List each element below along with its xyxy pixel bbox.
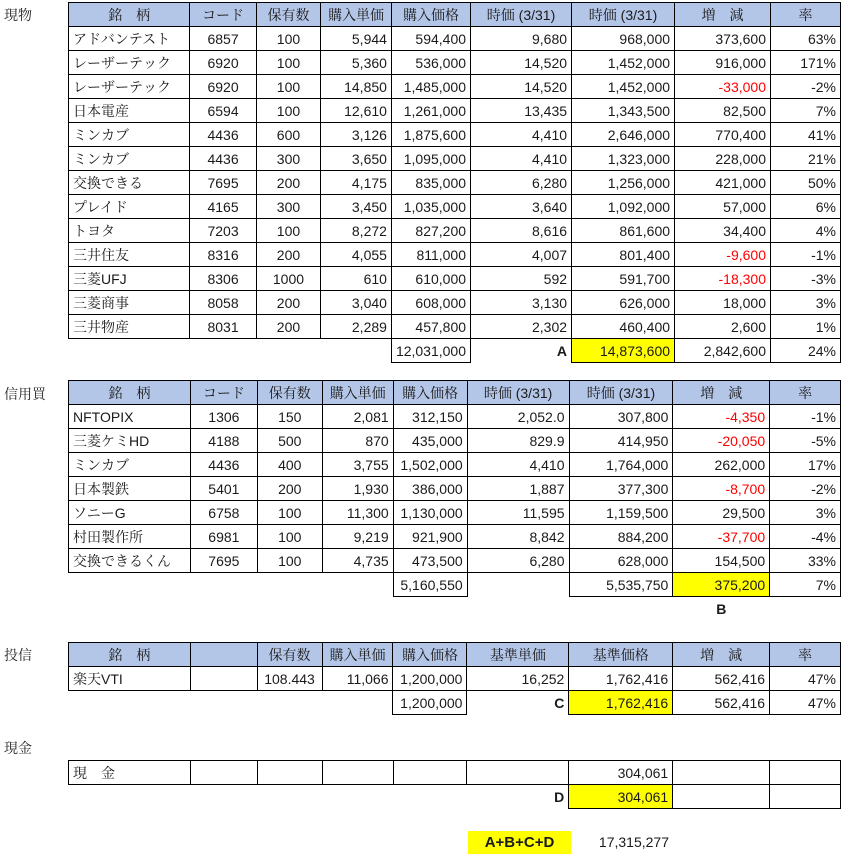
nav-value-cell[interactable]: 1,762,416 bbox=[569, 667, 673, 691]
quantity-cell[interactable]: 100 bbox=[256, 27, 320, 51]
market-value-cell[interactable]: 861,600 bbox=[572, 219, 675, 243]
market-value-cell[interactable]: 460,400 bbox=[572, 315, 675, 339]
market-value-cell[interactable]: 1,323,000 bbox=[572, 147, 675, 171]
code-cell[interactable]: 7695 bbox=[190, 171, 256, 195]
change-cell[interactable]: 57,000 bbox=[675, 195, 771, 219]
stock-name-cell[interactable]: レーザーテック bbox=[69, 75, 190, 99]
spot-holdings-table bbox=[68, 2, 841, 363]
quantity-cell[interactable]: 150 bbox=[257, 405, 322, 429]
unit-price-cell[interactable]: 3,040 bbox=[321, 291, 392, 315]
unit-price-cell[interactable]: 4,735 bbox=[322, 549, 393, 573]
purchase-price-cell[interactable]: 921,900 bbox=[393, 525, 467, 549]
empty-cell bbox=[190, 597, 257, 621]
quantity-cell[interactable]: 1000 bbox=[256, 267, 320, 291]
quantity-cell[interactable]: 100 bbox=[256, 99, 320, 123]
empty-cell bbox=[322, 573, 393, 597]
code-cell[interactable]: 6857 bbox=[190, 27, 256, 51]
marker-a[interactable]: A bbox=[556, 342, 568, 359]
code-cell[interactable]: 4436 bbox=[190, 453, 257, 477]
amount-cell[interactable]: 304,061 bbox=[569, 761, 673, 785]
unit-price-cell[interactable]: 8,272 bbox=[321, 219, 392, 243]
code-cell[interactable]: 6920 bbox=[190, 75, 256, 99]
grand-total-value-cell[interactable]: 17,315,277 bbox=[598, 834, 669, 850]
stock-name-cell[interactable]: 三菱ケミHD bbox=[69, 429, 191, 453]
market-unit-price-cell[interactable]: 3,130 bbox=[471, 291, 572, 315]
empty-cell bbox=[256, 339, 320, 363]
empty-cell bbox=[190, 573, 257, 597]
purchase-price-cell[interactable]: 1,485,000 bbox=[391, 75, 470, 99]
unit-price-cell[interactable]: 5,944 bbox=[321, 27, 392, 51]
section-label-spot: 現物 bbox=[4, 7, 32, 23]
quantity-cell[interactable]: 200 bbox=[256, 291, 320, 315]
empty-cell bbox=[190, 339, 256, 363]
market-unit-price-cell[interactable]: 2,052.0 bbox=[467, 405, 569, 429]
stock-name-cell[interactable]: 日本製鉄 bbox=[69, 477, 191, 501]
empty-cell bbox=[190, 691, 257, 715]
code-cell[interactable]: 8306 bbox=[190, 267, 256, 291]
stock-name-cell[interactable]: プレイド bbox=[69, 195, 190, 219]
margin-buy-table bbox=[68, 380, 841, 620]
market-unit-price-cell[interactable]: 3,640 bbox=[471, 195, 572, 219]
purchase-price-cell[interactable]: 811,000 bbox=[391, 243, 470, 267]
purchase-price-cell[interactable]: 435,000 bbox=[393, 429, 467, 453]
code-cell[interactable]: 6981 bbox=[190, 525, 257, 549]
purchase-price-cell[interactable]: 594,400 bbox=[391, 27, 470, 51]
stock-name-cell[interactable]: トヨタ bbox=[69, 219, 190, 243]
market-unit-price-cell[interactable]: 13,435 bbox=[471, 99, 572, 123]
unit-price-cell[interactable]: 3,450 bbox=[321, 195, 392, 219]
header-blank-cell[interactable] bbox=[190, 643, 257, 667]
section-label-margin: 信用買 bbox=[4, 386, 46, 402]
empty-cell bbox=[257, 691, 322, 715]
empty-cell bbox=[257, 573, 322, 597]
purchase-price-cell[interactable]: 1,130,000 bbox=[393, 501, 467, 525]
market-unit-price-cell[interactable]: 11,595 bbox=[467, 501, 569, 525]
rate-cell[interactable]: 7% bbox=[771, 99, 841, 123]
market-unit-price-cell[interactable]: 1,887 bbox=[467, 477, 569, 501]
market-unit-price-cell[interactable]: 2,302 bbox=[471, 315, 572, 339]
grand-total-label-cell[interactable]: A+B+C+D bbox=[468, 831, 571, 854]
market-value-cell[interactable]: 884,200 bbox=[569, 525, 673, 549]
change-cell[interactable]: 228,000 bbox=[675, 147, 771, 171]
market-value-cell[interactable]: 1,343,500 bbox=[572, 99, 675, 123]
purchase-price-cell[interactable]: 312,150 bbox=[393, 405, 467, 429]
empty-cell bbox=[467, 597, 569, 621]
change-cell[interactable]: -33,000 bbox=[675, 75, 771, 99]
marker-c[interactable]: C bbox=[554, 694, 565, 711]
purchase-price-cell[interactable]: 457,800 bbox=[391, 315, 470, 339]
change-cell[interactable]: 154,500 bbox=[673, 549, 770, 573]
total-cash-cell[interactable]: 304,061 bbox=[569, 785, 673, 809]
market-unit-price-cell[interactable]: 4,007 bbox=[471, 243, 572, 267]
header-purchase-price-cell[interactable]: 購入価格 bbox=[393, 381, 467, 405]
code-cell[interactable]: 8316 bbox=[190, 243, 256, 267]
total-change-cell[interactable]: 562,416 bbox=[673, 691, 770, 715]
header-fund-name-cell[interactable]: 銘 柄 bbox=[69, 643, 191, 667]
unit-price-cell[interactable]: 5,360 bbox=[321, 51, 392, 75]
unit-price-cell[interactable]: 3,126 bbox=[321, 123, 392, 147]
code-cell[interactable]: 5401 bbox=[190, 477, 257, 501]
header-change-cell[interactable]: 増 減 bbox=[675, 3, 771, 27]
market-unit-price-cell[interactable]: 4,410 bbox=[471, 123, 572, 147]
quantity-cell[interactable]: 100 bbox=[257, 525, 322, 549]
rate-cell[interactable]: 4% bbox=[771, 219, 841, 243]
change-cell[interactable]: -37,700 bbox=[673, 525, 770, 549]
rate-cell[interactable]: -3% bbox=[771, 267, 841, 291]
investment-trust-table-wrap bbox=[68, 642, 841, 715]
quantity-cell[interactable]: 400 bbox=[257, 453, 322, 477]
header-code-cell[interactable]: コード bbox=[190, 381, 257, 405]
marker-d[interactable]: D bbox=[554, 788, 565, 805]
change-cell[interactable]: -8,700 bbox=[673, 477, 770, 501]
header-purchase-price-cell[interactable]: 購入価格 bbox=[393, 643, 467, 667]
code-cell[interactable]: 4188 bbox=[190, 429, 257, 453]
cash-table-wrap bbox=[68, 760, 841, 809]
blank-cell[interactable] bbox=[190, 667, 257, 691]
market-value-cell[interactable]: 1,159,500 bbox=[569, 501, 673, 525]
stock-name-cell[interactable]: 三菱UFJ bbox=[69, 267, 190, 291]
market-value-cell[interactable]: 377,300 bbox=[569, 477, 673, 501]
total-purchase-price-cell[interactable]: 5,160,550 bbox=[393, 573, 467, 597]
rate-cell[interactable]: 3% bbox=[771, 291, 841, 315]
quantity-cell[interactable]: 500 bbox=[257, 429, 322, 453]
market-value-cell[interactable]: 591,700 bbox=[572, 267, 675, 291]
market-value-cell[interactable]: 414,950 bbox=[569, 429, 673, 453]
rate-cell[interactable]: -1% bbox=[770, 405, 841, 429]
empty-cell bbox=[770, 597, 841, 621]
market-unit-price-cell[interactable]: 14,520 bbox=[471, 75, 572, 99]
market-value-cell[interactable]: 1,092,000 bbox=[572, 195, 675, 219]
unit-price-cell[interactable]: 610 bbox=[321, 267, 392, 291]
total-rate-cell[interactable]: 7% bbox=[770, 573, 841, 597]
rate-cell[interactable]: 41% bbox=[771, 123, 841, 147]
change-cell[interactable]: 262,000 bbox=[673, 453, 770, 477]
rate-cell[interactable]: 47% bbox=[770, 667, 841, 691]
header-unit-price-cell[interactable]: 購入単価 bbox=[322, 643, 393, 667]
empty-cell bbox=[467, 573, 569, 597]
unit-price-cell[interactable]: 4,175 bbox=[321, 171, 392, 195]
purchase-price-cell[interactable]: 1,095,000 bbox=[391, 147, 470, 171]
empty-bordered-cell[interactable] bbox=[770, 785, 841, 809]
market-value-cell[interactable]: 1,452,000 bbox=[572, 51, 675, 75]
market-unit-price-cell[interactable]: 4,410 bbox=[467, 453, 569, 477]
quantity-cell[interactable]: 100 bbox=[256, 51, 320, 75]
stock-name-cell[interactable]: ミンカブ bbox=[69, 147, 190, 171]
purchase-price-cell[interactable]: 1,035,000 bbox=[391, 195, 470, 219]
quantity-cell[interactable]: 200 bbox=[256, 171, 320, 195]
header-nav-value-cell[interactable]: 基準価格 bbox=[569, 643, 673, 667]
change-cell[interactable]: 29,500 bbox=[673, 501, 770, 525]
empty-cell bbox=[69, 597, 191, 621]
market-unit-price-cell[interactable]: 8,616 bbox=[471, 219, 572, 243]
stock-name-cell[interactable]: NFTOPIX bbox=[69, 405, 191, 429]
blank1-cell[interactable] bbox=[190, 761, 257, 785]
blank7-cell[interactable] bbox=[673, 761, 770, 785]
cash-label-cell[interactable]: 現 金 bbox=[69, 761, 191, 785]
total-change-cell[interactable]: 375,200 bbox=[673, 573, 770, 597]
header-quantity-cell[interactable]: 保有数 bbox=[256, 3, 320, 27]
purchase-price-cell[interactable]: 1,875,600 bbox=[391, 123, 470, 147]
blank3-cell[interactable] bbox=[322, 761, 393, 785]
header-unit-price-cell[interactable]: 購入単価 bbox=[322, 381, 393, 405]
rate-cell[interactable]: -5% bbox=[770, 429, 841, 453]
empty-cell bbox=[393, 597, 467, 621]
header-stock-name-cell[interactable]: 銘 柄 bbox=[69, 381, 191, 405]
market-unit-price-cell[interactable]: 4,410 bbox=[471, 147, 572, 171]
purchase-price-cell[interactable]: 1,200,000 bbox=[393, 667, 467, 691]
stock-name-cell[interactable]: ソニーG bbox=[69, 501, 191, 525]
market-value-cell[interactable]: 628,000 bbox=[569, 549, 673, 573]
header-rate-cell[interactable]: 率 bbox=[770, 381, 841, 405]
quantity-cell[interactable]: 200 bbox=[257, 477, 322, 501]
unit-price-cell[interactable]: 3,650 bbox=[321, 147, 392, 171]
total-market-value-cell[interactable]: 14,873,600 bbox=[572, 339, 675, 363]
change-cell[interactable]: 2,600 bbox=[675, 315, 771, 339]
empty-cell bbox=[69, 573, 191, 597]
header-market-unit-price-cell[interactable]: 時価 (3/31) bbox=[467, 381, 569, 405]
margin-buy-table-wrap bbox=[68, 380, 841, 620]
total-purchase-price-cell[interactable]: 12,031,000 bbox=[391, 339, 470, 363]
purchase-price-cell[interactable]: 835,000 bbox=[391, 171, 470, 195]
unit-price-cell[interactable]: 1,930 bbox=[322, 477, 393, 501]
blank5-cell[interactable] bbox=[467, 761, 569, 785]
purchase-price-cell[interactable]: 473,500 bbox=[393, 549, 467, 573]
header-market-value-cell[interactable]: 時価 (3/31) bbox=[569, 381, 673, 405]
total-rate-cell[interactable]: 47% bbox=[770, 691, 841, 715]
purchase-price-cell[interactable]: 536,000 bbox=[391, 51, 470, 75]
rate-cell[interactable]: 63% bbox=[771, 27, 841, 51]
market-unit-price-cell[interactable]: 6,280 bbox=[467, 549, 569, 573]
unit-price-cell[interactable]: 4,055 bbox=[321, 243, 392, 267]
marker-b[interactable]: B bbox=[716, 600, 727, 617]
market-value-cell[interactable]: 1,256,000 bbox=[572, 171, 675, 195]
cash-table bbox=[68, 760, 841, 809]
market-unit-price-cell[interactable]: 8,842 bbox=[467, 525, 569, 549]
code-cell[interactable]: 6594 bbox=[190, 99, 256, 123]
empty-cell bbox=[190, 785, 257, 809]
rate-cell[interactable]: -4% bbox=[770, 525, 841, 549]
quantity-cell[interactable]: 108.443 bbox=[257, 667, 322, 691]
code-cell[interactable]: 6920 bbox=[190, 51, 256, 75]
code-cell[interactable]: 1306 bbox=[190, 405, 257, 429]
quantity-cell[interactable]: 100 bbox=[257, 501, 322, 525]
unit-price-cell[interactable]: 12,610 bbox=[321, 99, 392, 123]
quantity-cell[interactable]: 600 bbox=[256, 123, 320, 147]
stock-name-cell[interactable]: 交換できる bbox=[69, 171, 190, 195]
quantity-cell[interactable]: 100 bbox=[256, 219, 320, 243]
unit-price-cell[interactable]: 870 bbox=[322, 429, 393, 453]
rate-cell[interactable]: 21% bbox=[771, 147, 841, 171]
empty-cell bbox=[69, 785, 191, 809]
market-value-cell[interactable]: 1,764,000 bbox=[569, 453, 673, 477]
market-unit-price-cell[interactable]: 6,280 bbox=[471, 171, 572, 195]
quantity-cell[interactable]: 300 bbox=[256, 195, 320, 219]
stock-name-cell[interactable]: ミンカブ bbox=[69, 123, 190, 147]
rate-cell[interactable]: 1% bbox=[771, 315, 841, 339]
market-value-cell[interactable]: 2,646,000 bbox=[572, 123, 675, 147]
quantity-cell[interactable]: 100 bbox=[257, 549, 322, 573]
stock-name-cell[interactable]: 三井物産 bbox=[69, 315, 190, 339]
total-change-cell[interactable]: 2,842,600 bbox=[675, 339, 771, 363]
header-code-cell[interactable]: コード bbox=[190, 3, 256, 27]
unit-price-cell[interactable]: 11,300 bbox=[322, 501, 393, 525]
quantity-cell[interactable]: 200 bbox=[256, 243, 320, 267]
change-cell[interactable]: -18,300 bbox=[675, 267, 771, 291]
code-cell[interactable]: 6758 bbox=[190, 501, 257, 525]
empty-cell bbox=[257, 597, 322, 621]
change-cell[interactable]: 82,500 bbox=[675, 99, 771, 123]
rate-cell[interactable]: 33% bbox=[770, 549, 841, 573]
change-cell[interactable]: -9,600 bbox=[675, 243, 771, 267]
market-value-cell[interactable]: 1,452,000 bbox=[572, 75, 675, 99]
code-cell[interactable]: 4436 bbox=[190, 147, 256, 171]
rate-cell[interactable]: 171% bbox=[771, 51, 841, 75]
empty-cell bbox=[322, 691, 393, 715]
code-cell[interactable]: 8058 bbox=[190, 291, 256, 315]
nav-unit-price-cell[interactable]: 16,252 bbox=[467, 667, 569, 691]
empty-cell bbox=[321, 339, 392, 363]
market-value-cell[interactable]: 968,000 bbox=[572, 27, 675, 51]
section-label-fund: 投信 bbox=[4, 647, 32, 663]
rate-cell[interactable]: 3% bbox=[770, 501, 841, 525]
total-purchase-price-cell[interactable]: 1,200,000 bbox=[393, 691, 467, 715]
blank8-cell[interactable] bbox=[770, 761, 841, 785]
unit-price-cell[interactable]: 11,066 bbox=[322, 667, 393, 691]
quantity-cell[interactable]: 200 bbox=[256, 315, 320, 339]
purchase-price-cell[interactable]: 608,000 bbox=[391, 291, 470, 315]
investment-trust-table bbox=[68, 642, 841, 715]
market-unit-price-cell[interactable]: 829.9 bbox=[467, 429, 569, 453]
change-cell[interactable]: 562,416 bbox=[673, 667, 770, 691]
market-unit-price-cell[interactable]: 9,680 bbox=[471, 27, 572, 51]
total-rate-cell[interactable]: 24% bbox=[771, 339, 841, 363]
header-quantity-cell[interactable]: 保有数 bbox=[257, 643, 322, 667]
header-nav-unit-price-cell[interactable]: 基準単価 bbox=[467, 643, 569, 667]
change-cell[interactable]: 770,400 bbox=[675, 123, 771, 147]
header-market-unit-price-cell[interactable]: 時価 (3/31) bbox=[471, 3, 572, 27]
unit-price-cell[interactable]: 3,755 bbox=[322, 453, 393, 477]
code-cell[interactable]: 7203 bbox=[190, 219, 256, 243]
header-market-value-cell[interactable]: 時価 (3/31) bbox=[572, 3, 675, 27]
blank2-cell[interactable] bbox=[257, 761, 322, 785]
code-cell[interactable]: 4165 bbox=[190, 195, 256, 219]
unit-price-cell[interactable]: 2,289 bbox=[321, 315, 392, 339]
empty-cell bbox=[322, 785, 393, 809]
rate-cell[interactable]: 50% bbox=[771, 171, 841, 195]
purchase-price-cell[interactable]: 1,502,000 bbox=[393, 453, 467, 477]
market-unit-price-cell[interactable]: 14,520 bbox=[471, 51, 572, 75]
total-market-value-cell[interactable]: 5,535,750 bbox=[569, 573, 673, 597]
fund-name-cell[interactable]: 楽天VTI bbox=[69, 667, 191, 691]
market-value-cell[interactable]: 307,800 bbox=[569, 405, 673, 429]
change-cell[interactable]: -20,050 bbox=[673, 429, 770, 453]
purchase-price-cell[interactable]: 827,200 bbox=[391, 219, 470, 243]
rate-cell[interactable]: 6% bbox=[771, 195, 841, 219]
spot-holdings-table-wrap bbox=[68, 2, 841, 363]
stock-name-cell[interactable]: アドバンテスト bbox=[69, 27, 190, 51]
header-stock-name-cell[interactable]: 銘 柄 bbox=[69, 3, 190, 27]
empty-cell bbox=[257, 785, 322, 809]
market-value-cell[interactable]: 626,000 bbox=[572, 291, 675, 315]
rate-cell[interactable]: -1% bbox=[771, 243, 841, 267]
empty-cell bbox=[322, 597, 393, 621]
rate-cell[interactable]: -2% bbox=[770, 477, 841, 501]
total-nav-value-cell[interactable]: 1,762,416 bbox=[569, 691, 673, 715]
unit-price-cell[interactable]: 14,850 bbox=[321, 75, 392, 99]
stock-name-cell[interactable]: 日本電産 bbox=[69, 99, 190, 123]
stock-name-cell[interactable]: 三井住友 bbox=[69, 243, 190, 267]
empty-cell bbox=[393, 785, 467, 809]
change-cell[interactable]: 34,400 bbox=[675, 219, 771, 243]
rate-cell[interactable]: -2% bbox=[771, 75, 841, 99]
change-cell[interactable]: -4,350 bbox=[673, 405, 770, 429]
change-cell[interactable]: 421,000 bbox=[675, 171, 771, 195]
unit-price-cell[interactable]: 9,219 bbox=[322, 525, 393, 549]
header-quantity-cell[interactable]: 保有数 bbox=[257, 381, 322, 405]
change-cell[interactable]: 373,600 bbox=[675, 27, 771, 51]
header-change-cell[interactable]: 増 減 bbox=[673, 381, 770, 405]
code-cell[interactable]: 4436 bbox=[190, 123, 256, 147]
stock-name-cell[interactable]: 村田製作所 bbox=[69, 525, 191, 549]
quantity-cell[interactable]: 100 bbox=[256, 75, 320, 99]
market-value-cell[interactable]: 801,400 bbox=[572, 243, 675, 267]
header-rate-cell[interactable]: 率 bbox=[771, 3, 841, 27]
stock-name-cell[interactable]: レーザーテック bbox=[69, 51, 190, 75]
empty-cell bbox=[69, 339, 190, 363]
empty-bordered-cell[interactable] bbox=[673, 785, 770, 809]
blank4-cell[interactable] bbox=[393, 761, 467, 785]
unit-price-cell[interactable]: 2,081 bbox=[322, 405, 393, 429]
quantity-cell[interactable]: 300 bbox=[256, 147, 320, 171]
code-cell[interactable]: 7695 bbox=[190, 549, 257, 573]
purchase-price-cell[interactable]: 386,000 bbox=[393, 477, 467, 501]
stock-name-cell[interactable]: 交換できるくん bbox=[69, 549, 191, 573]
empty-cell bbox=[569, 597, 673, 621]
stock-name-cell[interactable]: 三菱商事 bbox=[69, 291, 190, 315]
rate-cell[interactable]: 17% bbox=[770, 453, 841, 477]
section-label-cash: 現金 bbox=[4, 740, 32, 756]
header-rate-cell[interactable]: 率 bbox=[770, 643, 841, 667]
stock-name-cell[interactable]: ミンカブ bbox=[69, 453, 191, 477]
header-purchase-price-cell[interactable]: 購入価格 bbox=[391, 3, 470, 27]
empty-cell bbox=[69, 691, 191, 715]
header-unit-price-cell[interactable]: 購入単価 bbox=[321, 3, 392, 27]
code-cell[interactable]: 8031 bbox=[190, 315, 256, 339]
change-cell[interactable]: 916,000 bbox=[675, 51, 771, 75]
purchase-price-cell[interactable]: 1,261,000 bbox=[391, 99, 470, 123]
purchase-price-cell[interactable]: 610,000 bbox=[391, 267, 470, 291]
change-cell[interactable]: 18,000 bbox=[675, 291, 771, 315]
market-unit-price-cell[interactable]: 592 bbox=[471, 267, 572, 291]
header-change-cell[interactable]: 増 減 bbox=[673, 643, 770, 667]
